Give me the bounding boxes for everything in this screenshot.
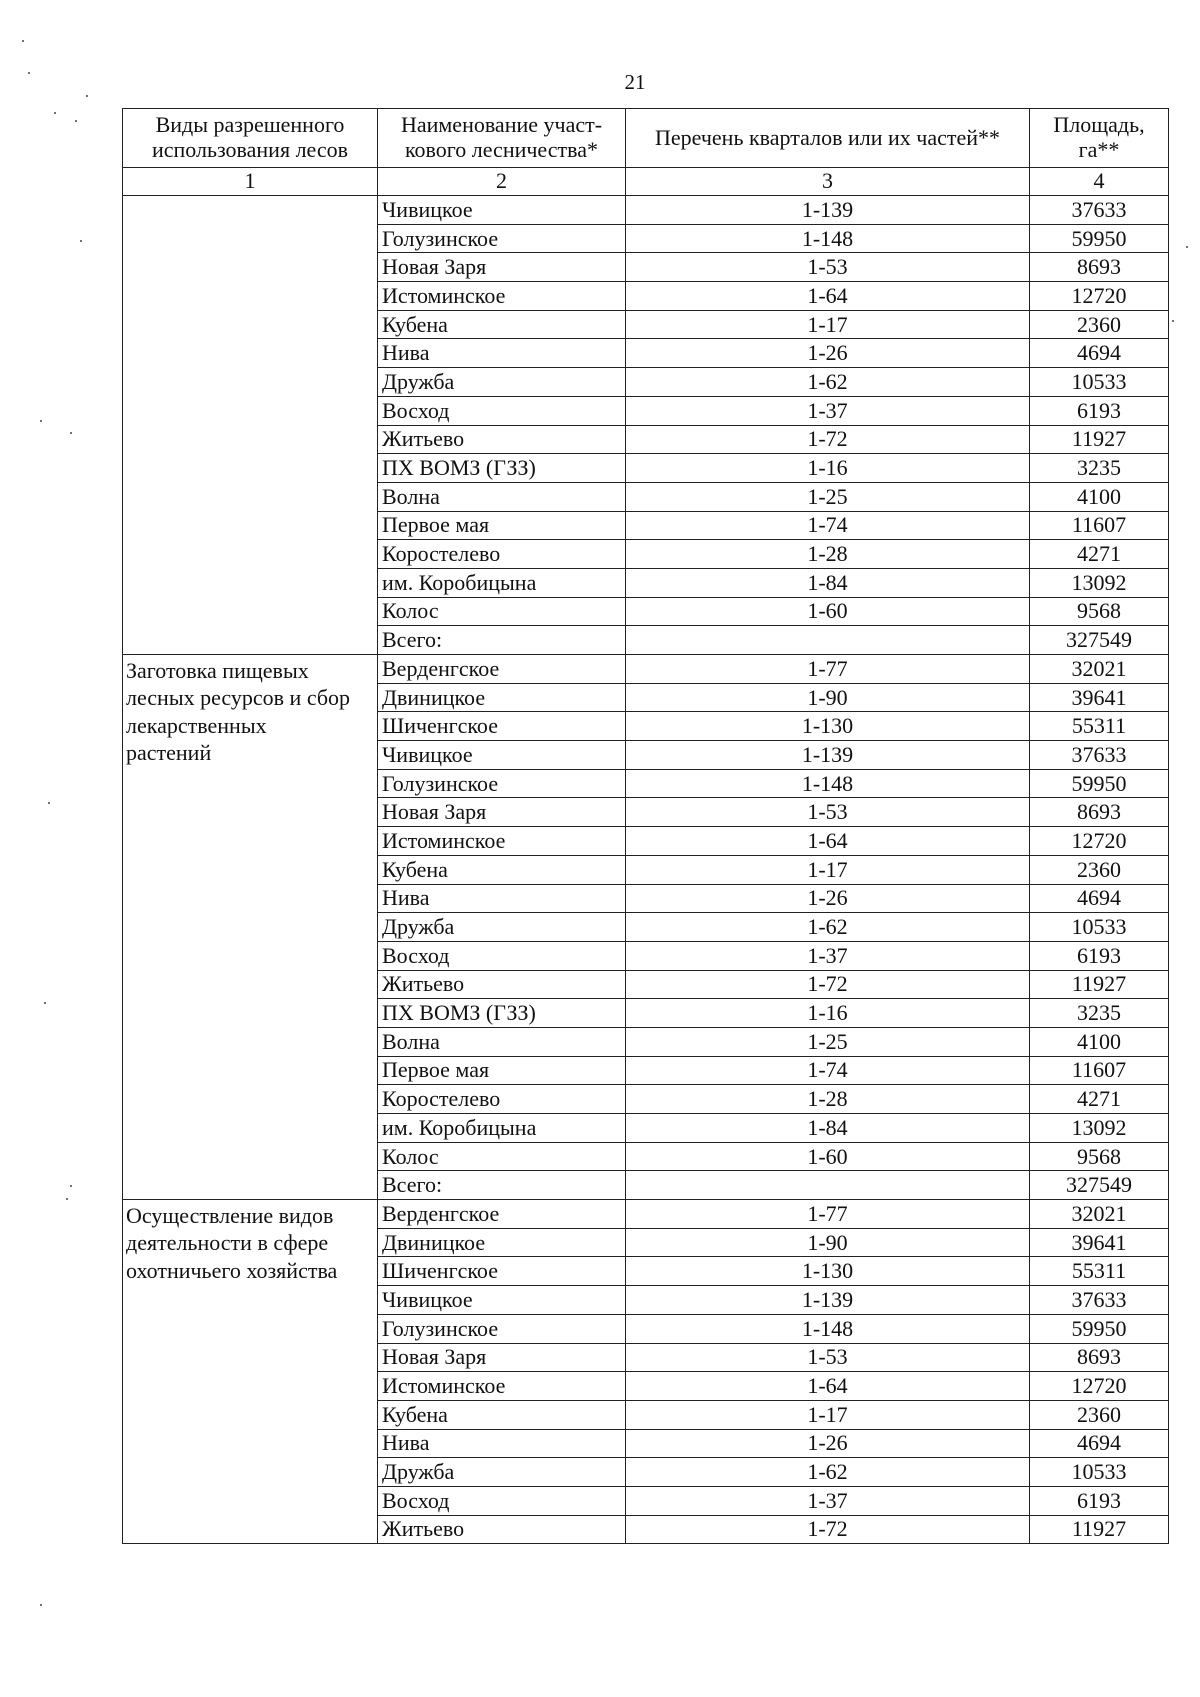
quarters-cell: 1-64 <box>626 1372 1030 1401</box>
quarters-cell: 1-74 <box>626 1056 1030 1085</box>
header-line: Виды разрешенного <box>155 112 345 138</box>
forestry-name-cell: Первое мая <box>378 511 626 540</box>
scan-speck <box>22 40 24 42</box>
forestry-name-cell: Чивицкое <box>378 196 626 225</box>
quarters-cell: 1-148 <box>626 769 1030 798</box>
scan-speck <box>66 1198 68 1200</box>
area-cell: 9568 <box>1030 1142 1169 1171</box>
scan-speck <box>48 802 50 804</box>
quarters-cell: 1-16 <box>626 999 1030 1028</box>
quarters-cell: 1-77 <box>626 1200 1030 1229</box>
column-number: 2 <box>378 168 626 196</box>
quarters-cell: 1-26 <box>626 1429 1030 1458</box>
table-header <box>123 109 1169 196</box>
quarters-cell: 1-74 <box>626 511 1030 540</box>
area-cell: 4271 <box>1030 540 1169 569</box>
area-cell: 4100 <box>1030 482 1169 511</box>
area-cell: 8693 <box>1030 798 1169 827</box>
area-cell: 6193 <box>1030 941 1169 970</box>
area-cell: 12720 <box>1030 282 1169 311</box>
forestry-name-cell: Нива <box>378 339 626 368</box>
quarters-cell: 1-62 <box>626 368 1030 397</box>
forestry-name-cell: Новая Заря <box>378 1343 626 1372</box>
quarters-cell: 1-60 <box>626 1142 1030 1171</box>
area-cell: 4100 <box>1030 1027 1169 1056</box>
forestry-name-cell: Коростелево <box>378 540 626 569</box>
forestry-name-cell: Кубена <box>378 310 626 339</box>
quarters-cell: 1-62 <box>626 913 1030 942</box>
quarters-cell: 1-77 <box>626 655 1030 684</box>
quarters-cell: 1-28 <box>626 540 1030 569</box>
forestry-name-cell: Восход <box>378 941 626 970</box>
use-kind-line: охотничьего хозяйства <box>126 1257 338 1283</box>
area-cell: 13092 <box>1030 568 1169 597</box>
quarters-cell: 1-64 <box>626 282 1030 311</box>
forestry-name-cell: Коростелево <box>378 1085 626 1114</box>
table-row <box>123 196 1169 225</box>
area-cell: 6193 <box>1030 396 1169 425</box>
area-cell: 11927 <box>1030 970 1169 999</box>
forestry-name-cell: Шиченгское <box>378 1257 626 1286</box>
area-cell: 2360 <box>1030 855 1169 884</box>
quarters-cell: 1-148 <box>626 1314 1030 1343</box>
forestry-name-cell: ПХ ВОМЗ (ГЗЗ) <box>378 999 626 1028</box>
forestry-name-cell: Всего: <box>378 1171 626 1200</box>
forestry-name-cell: Чивицкое <box>378 1286 626 1315</box>
forestry-name-cell: Голузинское <box>378 1314 626 1343</box>
area-cell: 11607 <box>1030 1056 1169 1085</box>
quarters-cell: 1-17 <box>626 1400 1030 1429</box>
area-cell: 2360 <box>1030 1400 1169 1429</box>
forestry-name-cell: Дружба <box>378 913 626 942</box>
header-area <box>1030 109 1169 168</box>
area-cell: 12720 <box>1030 827 1169 856</box>
quarters-cell: 1-17 <box>626 310 1030 339</box>
quarters-cell: 1-148 <box>626 224 1030 253</box>
quarters-cell: 1-72 <box>626 425 1030 454</box>
area-cell: 12720 <box>1030 1372 1169 1401</box>
forestry-name-cell: Истоминское <box>378 1372 626 1401</box>
use-kind-line: растений <box>126 739 212 765</box>
quarters-cell: 1-37 <box>626 941 1030 970</box>
column-number: 4 <box>1030 168 1169 196</box>
quarters-cell: 1-16 <box>626 454 1030 483</box>
forestry-name-cell: Верденгское <box>378 655 626 684</box>
area-cell: 4694 <box>1030 884 1169 913</box>
area-cell: 6193 <box>1030 1486 1169 1515</box>
header-line: кового лесничества* <box>404 137 598 162</box>
header-line: Перечень кварталов или их частей** <box>654 124 1001 150</box>
header-line: Площадь, <box>1053 112 1145 138</box>
scan-speck <box>75 120 77 122</box>
page-number: 21 <box>624 70 646 94</box>
quarters-cell: 1-139 <box>626 741 1030 770</box>
forestry-name-cell: Новая Заря <box>378 798 626 827</box>
area-cell: 32021 <box>1030 1200 1169 1229</box>
forestry-name-cell: Двиницкое <box>378 683 626 712</box>
use-kind-line: лесных ресурсов и сбор <box>126 685 351 711</box>
quarters-cell: 1-25 <box>626 1027 1030 1056</box>
table-body <box>123 196 1169 1544</box>
area-cell: 4694 <box>1030 339 1169 368</box>
scan-speck <box>70 1185 72 1187</box>
forestry-name-cell: Колос <box>378 597 626 626</box>
area-cell: 37633 <box>1030 196 1169 225</box>
quarters-cell: 1-62 <box>626 1458 1030 1487</box>
column-number: 3 <box>626 168 1030 196</box>
forestry-name-cell: Верденгское <box>378 1200 626 1229</box>
scan-speck <box>28 72 30 74</box>
forestry-name-cell: Колос <box>378 1142 626 1171</box>
forestry-name-cell: Кубена <box>378 855 626 884</box>
forestry-name-cell: Истоминское <box>378 282 626 311</box>
quarters-cell: 1-64 <box>626 827 1030 856</box>
use-kind-line: лекарственных <box>126 712 267 738</box>
forestry-name-cell: Волна <box>378 482 626 511</box>
scan-speck <box>1186 246 1188 248</box>
scan-speck <box>40 420 42 422</box>
scan-speck <box>54 112 56 114</box>
quarters-cell <box>626 1171 1030 1200</box>
use-kind-line: деятельности в сфере <box>126 1230 329 1256</box>
forestry-name-cell: Волна <box>378 1027 626 1056</box>
scan-speck <box>70 432 72 434</box>
area-cell: 327549 <box>1030 1171 1169 1200</box>
quarters-cell: 1-25 <box>626 482 1030 511</box>
area-cell: 3235 <box>1030 999 1169 1028</box>
header-forestry-name <box>378 109 626 168</box>
forestry-name-cell: Дружба <box>378 368 626 397</box>
header-row <box>123 109 1169 168</box>
area-cell: 8693 <box>1030 1343 1169 1372</box>
header-use-kind <box>123 109 378 168</box>
forestry-name-cell: Житьево <box>378 425 626 454</box>
quarters-cell: 1-53 <box>626 1343 1030 1372</box>
area-cell: 327549 <box>1030 626 1169 655</box>
area-cell: 8693 <box>1030 253 1169 282</box>
area-cell: 10533 <box>1030 368 1169 397</box>
area-cell: 59950 <box>1030 1314 1169 1343</box>
forestry-name-cell: Первое мая <box>378 1056 626 1085</box>
quarters-cell: 1-37 <box>626 1486 1030 1515</box>
forestry-name-cell: Голузинское <box>378 224 626 253</box>
quarters-cell: 1-28 <box>626 1085 1030 1114</box>
forestry-name-cell: Дружба <box>378 1458 626 1487</box>
quarters-cell: 1-17 <box>626 855 1030 884</box>
scan-speck <box>80 240 82 242</box>
use-kind-cell <box>123 1200 378 1544</box>
forestry-name-cell: Нива <box>378 884 626 913</box>
forestry-name-cell: им. Коробицына <box>378 1114 626 1143</box>
area-cell: 37633 <box>1030 741 1169 770</box>
quarters-cell: 1-90 <box>626 683 1030 712</box>
use-kind-line: Заготовка пищевых <box>126 658 309 683</box>
area-cell: 9568 <box>1030 597 1169 626</box>
quarters-cell: 1-37 <box>626 396 1030 425</box>
area-cell: 59950 <box>1030 224 1169 253</box>
quarters-cell: 1-139 <box>626 1286 1030 1315</box>
forestry-name-cell: им. Коробицына <box>378 568 626 597</box>
quarters-cell: 1-72 <box>626 970 1030 999</box>
forest-use-table <box>122 108 1169 1544</box>
forestry-name-cell: Голузинское <box>378 769 626 798</box>
table-row <box>123 1200 1169 1229</box>
forestry-name-cell: Чивицкое <box>378 741 626 770</box>
quarters-cell: 1-26 <box>626 339 1030 368</box>
area-cell: 55311 <box>1030 1257 1169 1286</box>
quarters-cell: 1-130 <box>626 712 1030 741</box>
area-cell: 11927 <box>1030 1515 1169 1544</box>
area-cell: 2360 <box>1030 310 1169 339</box>
quarters-cell: 1-53 <box>626 253 1030 282</box>
scan-speck <box>40 1604 42 1606</box>
area-cell: 32021 <box>1030 655 1169 684</box>
header-quarters <box>626 109 1030 168</box>
forestry-name-cell: Шиченгское <box>378 712 626 741</box>
scan-speck <box>86 95 88 97</box>
use-kind-line: Осуществление видов <box>126 1203 334 1229</box>
table-row <box>123 655 1169 684</box>
header-line: использования лесов <box>151 137 349 162</box>
quarters-cell: 1-130 <box>626 1257 1030 1286</box>
column-number-row <box>123 168 1169 196</box>
area-cell: 59950 <box>1030 769 1169 798</box>
quarters-cell: 1-26 <box>626 884 1030 913</box>
area-cell: 11927 <box>1030 425 1169 454</box>
forestry-name-cell: Восход <box>378 396 626 425</box>
column-number: 1 <box>123 168 378 196</box>
forestry-name-cell: ПХ ВОМЗ (ГЗЗ) <box>378 454 626 483</box>
area-cell: 4694 <box>1030 1429 1169 1458</box>
forestry-name-cell: Двиницкое <box>378 1228 626 1257</box>
area-cell: 55311 <box>1030 712 1169 741</box>
forestry-name-cell: Кубена <box>378 1400 626 1429</box>
quarters-cell: 1-53 <box>626 798 1030 827</box>
quarters-cell <box>626 626 1030 655</box>
header-line: Наименование участ- <box>400 112 603 138</box>
area-cell: 10533 <box>1030 1458 1169 1487</box>
forestry-name-cell: Житьево <box>378 970 626 999</box>
header-line: га** <box>1078 137 1120 162</box>
forestry-name-cell: Восход <box>378 1486 626 1515</box>
quarters-cell: 1-72 <box>626 1515 1030 1544</box>
forestry-name-cell: Житьево <box>378 1515 626 1544</box>
forestry-name-cell: Новая Заря <box>378 253 626 282</box>
area-cell: 39641 <box>1030 683 1169 712</box>
quarters-cell: 1-90 <box>626 1228 1030 1257</box>
area-cell: 11607 <box>1030 511 1169 540</box>
forestry-name-cell: Всего: <box>378 626 626 655</box>
use-kind-cell <box>123 655 378 1200</box>
forestry-name-cell: Нива <box>378 1429 626 1458</box>
scan-speck <box>1172 320 1174 322</box>
quarters-cell: 1-139 <box>626 196 1030 225</box>
area-cell: 39641 <box>1030 1228 1169 1257</box>
area-cell: 3235 <box>1030 454 1169 483</box>
forestry-name-cell: Истоминское <box>378 827 626 856</box>
quarters-cell: 1-84 <box>626 1114 1030 1143</box>
area-cell: 10533 <box>1030 913 1169 942</box>
scan-speck <box>44 1002 46 1004</box>
quarters-cell: 1-60 <box>626 597 1030 626</box>
area-cell: 4271 <box>1030 1085 1169 1114</box>
area-cell: 37633 <box>1030 1286 1169 1315</box>
use-kind-cell <box>123 196 378 655</box>
quarters-cell: 1-84 <box>626 568 1030 597</box>
area-cell: 13092 <box>1030 1114 1169 1143</box>
